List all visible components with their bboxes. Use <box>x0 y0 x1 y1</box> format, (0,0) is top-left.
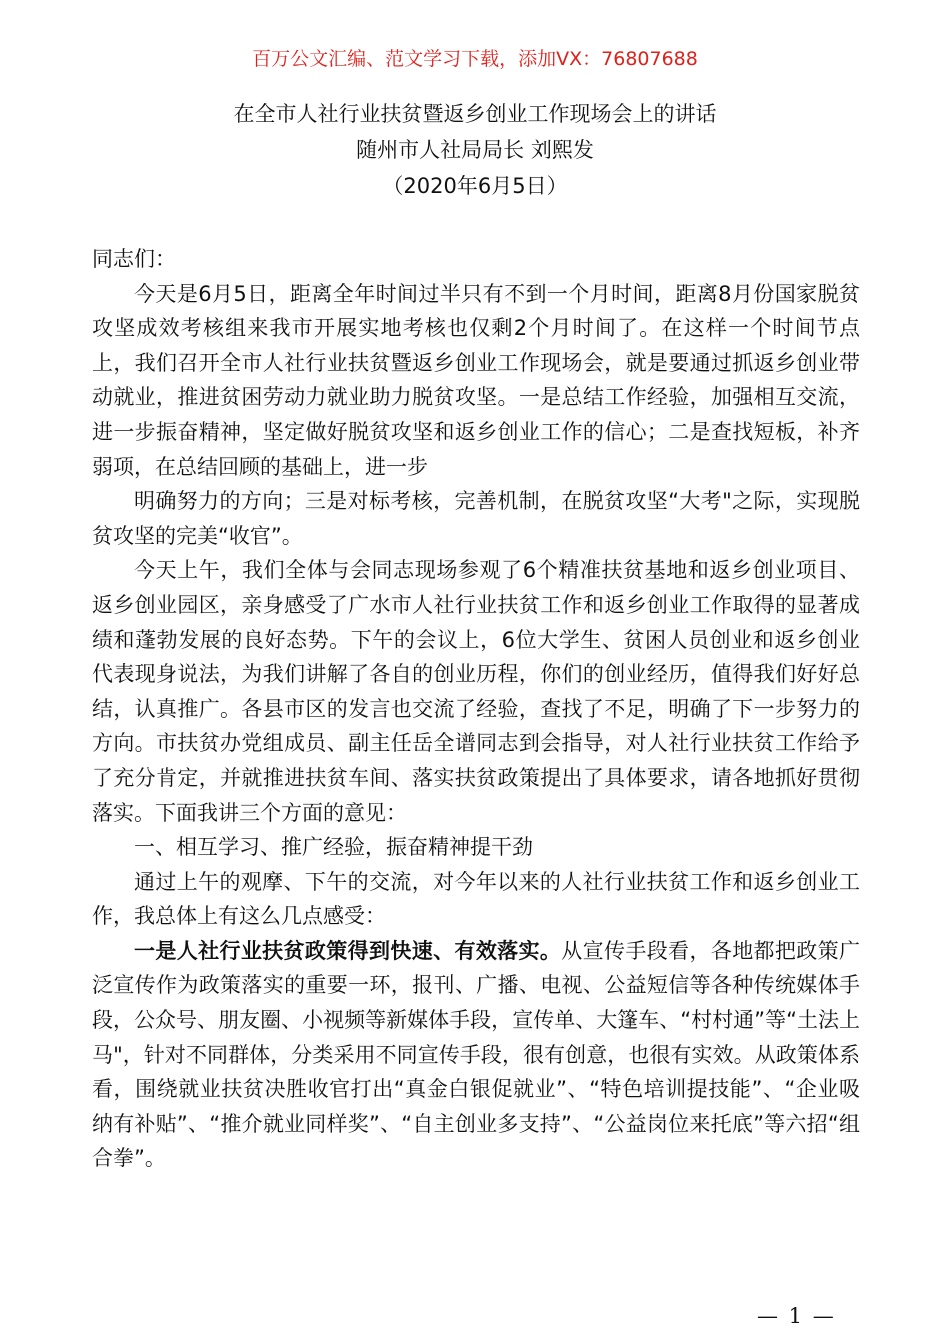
page-number: — 1 — <box>757 1304 836 1328</box>
paragraph-impressions: 通过上午的观摩、下午的交流，对今年以来的人社行业扶贫工作和返乡创业工作，我总体上有这么几点感受： <box>92 869 860 929</box>
paragraph-policy <box>92 934 860 1176</box>
watermark-banner: 百万公文汇编、范文学习下载，添加VX：76807688 <box>252 48 698 70</box>
salutation: 同志们： <box>92 247 176 271</box>
section-heading-1: 一、相互学习、推广经验，振奋精神提干劲 <box>134 835 533 860</box>
speech-date: （2020年6月5日） <box>382 174 568 198</box>
speech-body <box>92 242 860 1176</box>
paragraph-review: 今天上午，我们全体与会同志现场参观了6个精准扶贫基地和返乡创业项目、返乡创业园区，亲身感受了广水市人社行业扶贫工作和返乡创业工作取得的显著成绩和蓬勃发展的良好态势。下午的会议上，6位大学生、贫困人员创业和返乡创业代表现身说法，为我们讲解了各自的创业历程，你们的创业经历，值得我们好好总结，认真推广。各县市区的发言也交流了经验，查找了不足，明确了下一步努力的方向。市扶贫办党组成员、副主任岳全谱同志到会指导，对人社行业扶贫工作给予了充分肯定，并就推进扶贫车间、落实扶贫政策提出了具体要求，请各地抓好贯彻落实。下面我讲三个方面的意见： <box>92 558 860 825</box>
speech-header <box>0 96 950 204</box>
policy-detail: 从宣传手段看，各地都把政策广泛宣传作为政策落实的重要一环，报刊、广播、电视、公益短信等各种传统媒体手段，公众号、朋友圈、小视频等新媒体手段，宣传单、大篷车、“村村通”等“土法上马"，针对不同群体，分类采用不同宣传手段，很有创意，也很有实效。从政策体系看，围绕就业扶贫决胜收官打出“真金白银促就业”、“特色培训提技能”、“企业吸纳有补贴”、“推介就业同样奖”、“自主创业多支持”、“公益岗位来托底”等六招“组合拳”。 <box>92 938 861 1171</box>
speaker-line: 随州市人社局局长 刘熙发 <box>356 138 594 162</box>
paragraph-intro: 今天是6月5日，距离全年时间过半只有不到一个月时间，距离8月份国家脱贫攻坚成效考核组来我市开展实地考核也仅剩2个月时间了。在这样一个时间节点上，我们召开全市人社行业扶贫暨返乡创业工作现场会，就是要通过抓返乡创业带动就业，推进贫困劳动力就业助力脱贫攻坚。一是总结工作经验，加强相互交流，进一步振奋精神，坚定做好脱贫攻坚和返乡创业工作的信心；二是查找短板，补齐弱项，在总结回顾的基础上，进一步 <box>92 281 860 479</box>
speech-title: 在全市人社行业扶贫暨返乡创业工作现场会上的讲话 <box>233 102 717 126</box>
policy-lead-bold: 一是人社行业扶贫政策得到快速、有效落实。 <box>134 938 562 963</box>
paragraph-goals: 明确努力的方向；三是对标考核，完善机制，在脱贫攻坚“大考"之际，实现脱贫攻坚的完美“收官”。 <box>92 489 860 548</box>
